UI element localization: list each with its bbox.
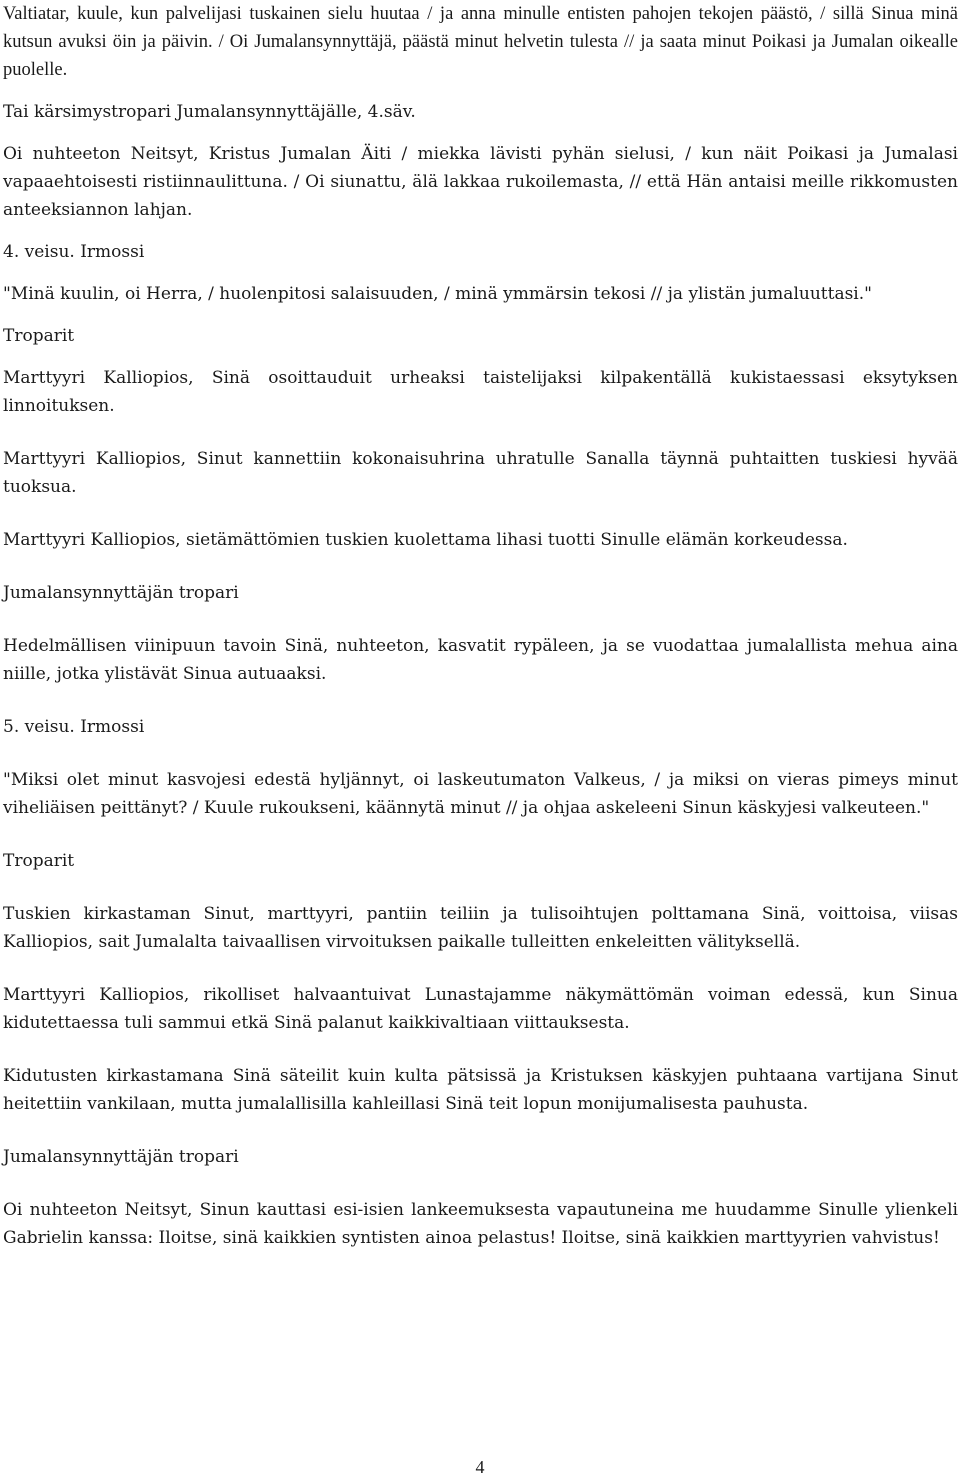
heading-troparia-ode-4: Troparit [3,326,75,346]
paragraph-troparion-ode-4-3: Marttyyri Kalliopios, sietämättömien tuskien kuolettama lihasi tuotti Sinulle elämän korkeudessa. [3,530,848,550]
paragraph-troparion-neitsyt: Oi nuhteeton Neitsyt, Kristus Jumalan Äiti / miekka lävisti pyhän sielusi, / kun näit Poikasi ja Jumalasi vapaaehtoisesti ristiinnaulittuna. / Oi siunattu, älä lakkaa rukoilemasta, // että Hän antaisi meille rikkomusten anteeksiannon lahjan. [3,144,958,220]
paragraph-troparion-ode-5-1: Tuskien kirkastaman Sinut, marttyyri, pantiin teiliin ja tulisoihtujen polttamana Sinä, voittoisa, viisas Kalliopios, sait Jumalalta taivaallisen virvoituksen paikalle tulleitten enkeleitten välityksellä. [3,904,958,952]
paragraph-irmos-5: "Miksi olet minut kasvojesi edestä hyljännyt, oi laskeutumaton Valkeus, / ja miksi on vieras pimeys minut viheliäisen peittänyt? / Kuule rukoukseni, käännytä minut // ja ohjaa askeleeni Sinun käskyjesi valkeuteen." [3,770,958,818]
heading-theotokion-ode-5: Jumalansynnyttäjän tropari [3,1147,239,1167]
paragraph-troparion-ode-5-3: Kidutusten kirkastamana Sinä säteilit kuin kulta pätsissä ja Kristuksen käskyjen puhtaana vartijana Sinut heitettiin vankilaan, mutta jumalallisilla kahleillasi Sinä teit lopun monijumalisesta pauhusta. [3,1066,958,1114]
paragraph-prayer-valtiatar: Valtiatar, kuule, kun palvelijasi tuskainen sielu huutaa / ja anna minulle entisten pahojen tekojen päästö, / sillä Sinua minä kutsun avuksi öin ja päivin. / Oi Jumalansynnyttäjä, päästä minut helvetin tulesta // ja saata minut Poikasi ja Jumalan oikealle puolelle. [3,4,958,80]
heading-troparia-ode-5: Troparit [3,851,75,871]
paragraph-theotokion-ode-4: Hedelmällisen viinipuun tavoin Sinä, nuhteeton, kasvatit rypäleen, ja se vuodattaa jumalallista mehua aina niille, jotka ylistävät Sinua autuaaksi. [3,636,958,684]
heading-ode-5-irmos: 5. veisu. Irmossi [3,717,145,737]
paragraph-theotokion-ode-5: Oi nuhteeton Neitsyt, Sinun kauttasi esi-isien lankeemuksesta vapautuneina me huudamme Sinulle ylienkeli Gabrielin kanssa: Iloitse, sinä kaikkien syntisten ainoa pelastus! Iloitse, sinä kaikkien marttyyrien vahvistus! [3,1200,958,1248]
page-number: 4 [475,1457,485,1477]
paragraph-irmos-4: "Minä kuulin, oi Herra, / huolenpitosi salaisuuden, / minä ymmärsin tekosi // ja ylistän jumaluuttasi." [3,284,872,304]
document-page [3,0,958,1252]
heading-theotokion-ode-4: Jumalansynnyttäjän tropari [3,583,239,603]
heading-karsimystropari: Tai kärsimystropari Jumalansynnyttäjälle, 4.säv. [3,102,416,122]
paragraph-troparion-ode-5-2: Marttyyri Kalliopios, rikolliset halvaantuivat Lunastajamme näkymättömän voiman edessä, kun Sinua kidutettaessa tuli sammui etkä Sinä palanut kaikkivaltiaan viittauksesta. [3,985,958,1033]
paragraph-troparion-ode-4-1: Marttyyri Kalliopios, Sinä osoittauduit urheaksi taistelijaksi kilpakentällä kukistaessasi eksytyksen linnoituksen. [3,368,958,416]
heading-ode-4-irmos: 4. veisu. Irmossi [3,242,145,262]
paragraph-troparion-ode-4-2: Marttyyri Kalliopios, Sinut kannettiin kokonaisuhrina uhratulle Sanalla täynnä puhtaitten tuskiesi hyvää tuoksua. [3,449,958,497]
